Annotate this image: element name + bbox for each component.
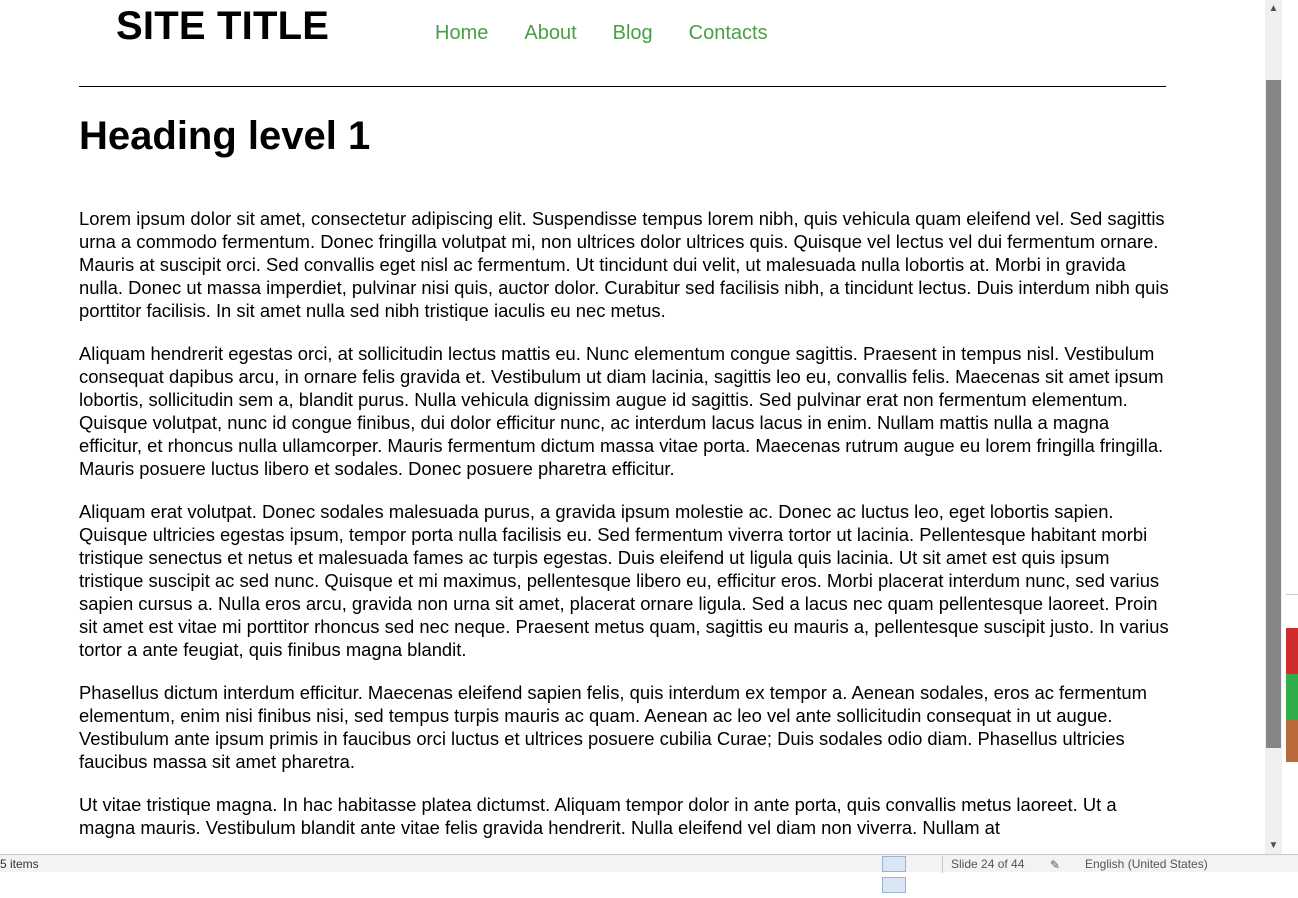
background-window-edge (1282, 0, 1298, 854)
view-toggle[interactable] (882, 856, 934, 871)
normal-view-icon[interactable] (882, 856, 906, 872)
paragraph: Aliquam erat volutpat. Donec sodales malesuada purus, a gravida ipsum molestie ac. Donec ac luctus leo, eget lobortis sapien. Quisque ultricies egestas ipsum, tempor porta nulla facilisis eu. Sed fermentum viverra tortor ut lacinia. Pellentesque habitant morbi tristique senectus et netus et malesuada fames ac turpis egestas. Duis eleifend ut ligula quis lacinia. Ut sit amet est quis ipsum tristique suscipit ac sed nunc. Quisque et mi maximus, pellentesque libero eu, efficitur eros. Morbi placerat interdum nunc, sed varius sapien cursus a. Nulla eros arcu, gravida non urna sit amet, placerat ornare ligula. Sed a lacus nec quam pellentesque laoreet. Proin sit amet est vitae mi porttitor rhoncus sed nec neque. Praesent metus quam, sagittis eu mauris a, pellentesque suscipit justo. In varius tortor a ante feugiat, quis finibus magna blandit. (79, 501, 1169, 660)
language-indicator[interactable]: English (United States) (1085, 857, 1208, 871)
nav-link-home[interactable]: Home (435, 22, 489, 44)
items-count: 5 items (0, 857, 39, 871)
header-divider (79, 86, 1166, 87)
site-title: SITE TITLE (116, 4, 330, 48)
background-color-block (1286, 674, 1298, 720)
article-content (79, 207, 1171, 854)
page-heading: Heading level 1 (79, 114, 371, 158)
slide-counter: Slide 24 of 44 (942, 856, 1024, 873)
background-color-block (1286, 628, 1298, 674)
background-color-block (1286, 720, 1298, 762)
chevron-down-icon[interactable]: ▼ (1268, 840, 1279, 851)
main-nav (435, 20, 804, 46)
notes-icon[interactable]: ✎ (1050, 858, 1061, 872)
status-bar (0, 854, 1298, 872)
background-color-block (1286, 594, 1298, 595)
nav-link-about[interactable]: About (524, 22, 577, 44)
nav-link-blog[interactable]: Blog (612, 22, 653, 44)
nav-link-contacts[interactable]: Contacts (688, 22, 768, 44)
chevron-up-icon[interactable]: ▲ (1268, 3, 1279, 14)
vertical-scrollbar[interactable] (1265, 0, 1282, 854)
scrollbar-thumb[interactable] (1266, 80, 1281, 748)
paragraph: Phasellus dictum interdum efficitur. Maecenas eleifend sapien felis, quis interdum ex tempor a. Aenean sodales, eros ac fermentum elementum, enim nisi finibus nisi, sed tempus turpis mauris ac quam. Aenean ac leo vel ante sollicitudin consequat in ut augue. Vestibulum ante ipsum primis in faucibus orci luctus et ultrices posuere cubilia Curae; Duis sodales odio diam. Phasellus ultricies faucibus massa sit amet pharetra. (79, 682, 1147, 772)
paragraph: Lorem ipsum dolor sit amet, consectetur adipiscing elit. Suspendisse tempus lorem nibh, quis vehicula quam eleifend vel. Sed sagittis urna a commodo fermentum. Donec fringilla volutpat mi, non ultrices dolor ultrices quis. Quisque vel lectus vel dui fermentum ornare. Mauris at suscipit orci. Sed convallis eget nisl ac fermentum. Ut tincidunt dui velit, ut malesuada nulla lobortis at. Morbi in gravida nulla. Donec ut massa imperdiet, pulvinar nisi quis, auctor dolor. Curabitur sed facilisis nibh, a tincidunt lectus. Duis interdum nibh quis porttitor facilisis. In sit amet nulla sed nibh tristique iaculis eu nec metus. (79, 208, 1169, 321)
slide-sorter-icon[interactable] (882, 877, 906, 893)
paragraph: Aliquam hendrerit egestas orci, at sollicitudin lectus mattis eu. Nunc elementum congue sagittis. Praesent in tempus nisl. Vestibulum consequat dapibus arcu, in ornare felis gravida et. Vestibulum ut diam lacinia, sagittis leo eu, convallis felis. Maecenas sit amet ipsum lobortis, sollicitudin sem a, blandit purus. Nulla vehicula dignissim augue id sagittis. Sed pulvinar erat non fermentum elementum. Quisque volutpat, nunc id congue finibus, dui dolor efficitur nunc, ac interdum lacus lacus in enim. Nullam mattis nulla a magna efficitur, et rhoncus nulla ullamcorper. Mauris fermentum dictum massa vitae porta. Maecenas rutrum augue eu lorem fringilla fringilla. Mauris posuere luctus libero et sodales. Donec posuere pharetra efficitur. (79, 343, 1164, 479)
paragraph: Ut vitae tristique magna. In hac habitasse platea dictumst. Aliquam tempor dolor in ante porta, quis convallis metus laoreet. Ut a magna mauris. Vestibulum blandit ante vitae felis gravida hendrerit. Nulla eleifend vel diam non viverra. Nullam at (79, 794, 1117, 838)
